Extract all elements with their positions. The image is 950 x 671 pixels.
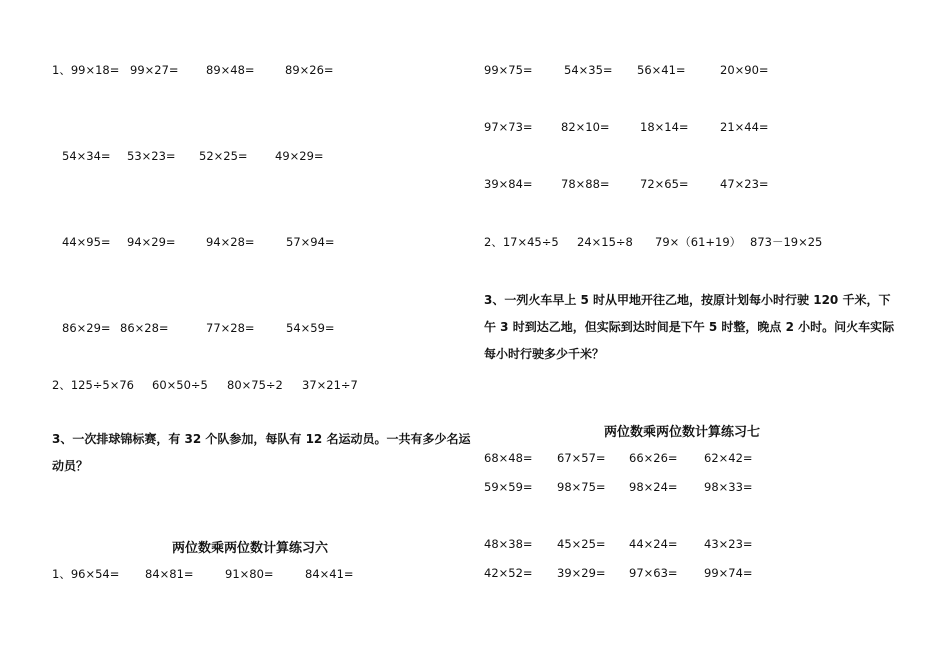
problem: 57×94= <box>286 235 335 249</box>
word-problem-line: 午 3 时到达乙地，但实际到达时间是下午 5 时整，晚点 2 小时。问火车实际 <box>484 320 895 334</box>
problem: 97×73= <box>484 120 533 134</box>
problem: 86×28= <box>120 321 169 335</box>
problem: 77×28= <box>206 321 255 335</box>
section-title-7: 两位数乘两位数计算练习七 <box>604 425 761 440</box>
problem: 42×52= <box>484 566 533 580</box>
problem: 24×15÷8 <box>577 235 633 249</box>
problem: 82×10= <box>561 120 610 134</box>
problem: 67×57= <box>557 451 606 465</box>
problem: 1、96×54= <box>52 567 120 581</box>
problem: 98×24= <box>629 480 678 494</box>
problem: 18×14= <box>640 120 689 134</box>
problem: 89×26= <box>285 63 334 77</box>
problem: 2、17×45÷5 <box>484 235 559 249</box>
problem: 99×75= <box>484 63 533 77</box>
problem: 2、125÷5×76 <box>52 378 134 392</box>
word-problem-line: 动员？ <box>52 459 89 473</box>
word-problem-line: 3、一列火车早上 5 时从甲地开往乙地，按原计划每小时行驶 120 千米，下 <box>484 293 891 307</box>
problem: 62×42= <box>704 451 753 465</box>
problem: 72×65= <box>640 177 689 191</box>
problem: 94×29= <box>127 235 176 249</box>
problem: 20×90= <box>720 63 769 77</box>
problem: 98×33= <box>704 480 753 494</box>
problem: 60×50÷5 <box>152 378 208 392</box>
problem: 68×48= <box>484 451 533 465</box>
left-word-problem <box>52 426 472 480</box>
problem: 52×25= <box>199 149 248 163</box>
problem: 84×81= <box>145 567 194 581</box>
problem: 89×48= <box>206 63 255 77</box>
problem: 54×35= <box>564 63 613 77</box>
problem: 54×34= <box>62 149 111 163</box>
problem: 97×63= <box>629 566 678 580</box>
problem: 44×24= <box>629 537 678 551</box>
problem: 47×23= <box>720 177 769 191</box>
problem: 86×29= <box>62 321 111 335</box>
problem: 39×84= <box>484 177 533 191</box>
problem: 45×25= <box>557 537 606 551</box>
problem: 98×75= <box>557 480 606 494</box>
problem: 54×59= <box>286 321 335 335</box>
problem: 43×23= <box>704 537 753 551</box>
problem: 91×80= <box>225 567 274 581</box>
problem: 80×75÷2 <box>227 378 283 392</box>
problem: 37×21÷7 <box>302 378 358 392</box>
problem: 79×（61+19） <box>655 235 742 249</box>
right-word-problem <box>484 287 914 368</box>
problem: 56×41= <box>637 63 686 77</box>
problem: 1、99×18= <box>52 63 120 77</box>
problem: 39×29= <box>557 566 606 580</box>
section-title-6: 两位数乘两位数计算练习六 <box>172 541 329 556</box>
problem: 99×27= <box>130 63 179 77</box>
problem: 59×59= <box>484 480 533 494</box>
problem: 94×28= <box>206 235 255 249</box>
word-problem-line: 每小时行驶多少千米？ <box>484 347 605 361</box>
word-problem-line: 3、一次排球锦标赛，有 32 个队参加，每队有 12 名运动员。一共有多少名运 <box>52 432 471 446</box>
problem: 99×74= <box>704 566 753 580</box>
problem: 66×26= <box>629 451 678 465</box>
problem: 44×95= <box>62 235 111 249</box>
problem: 53×23= <box>127 149 176 163</box>
problem: 873－19×25 <box>750 235 823 249</box>
problem: 21×44= <box>720 120 769 134</box>
problem: 78×88= <box>561 177 610 191</box>
problem: 48×38= <box>484 537 533 551</box>
problem: 49×29= <box>275 149 324 163</box>
problem: 84×41= <box>305 567 354 581</box>
